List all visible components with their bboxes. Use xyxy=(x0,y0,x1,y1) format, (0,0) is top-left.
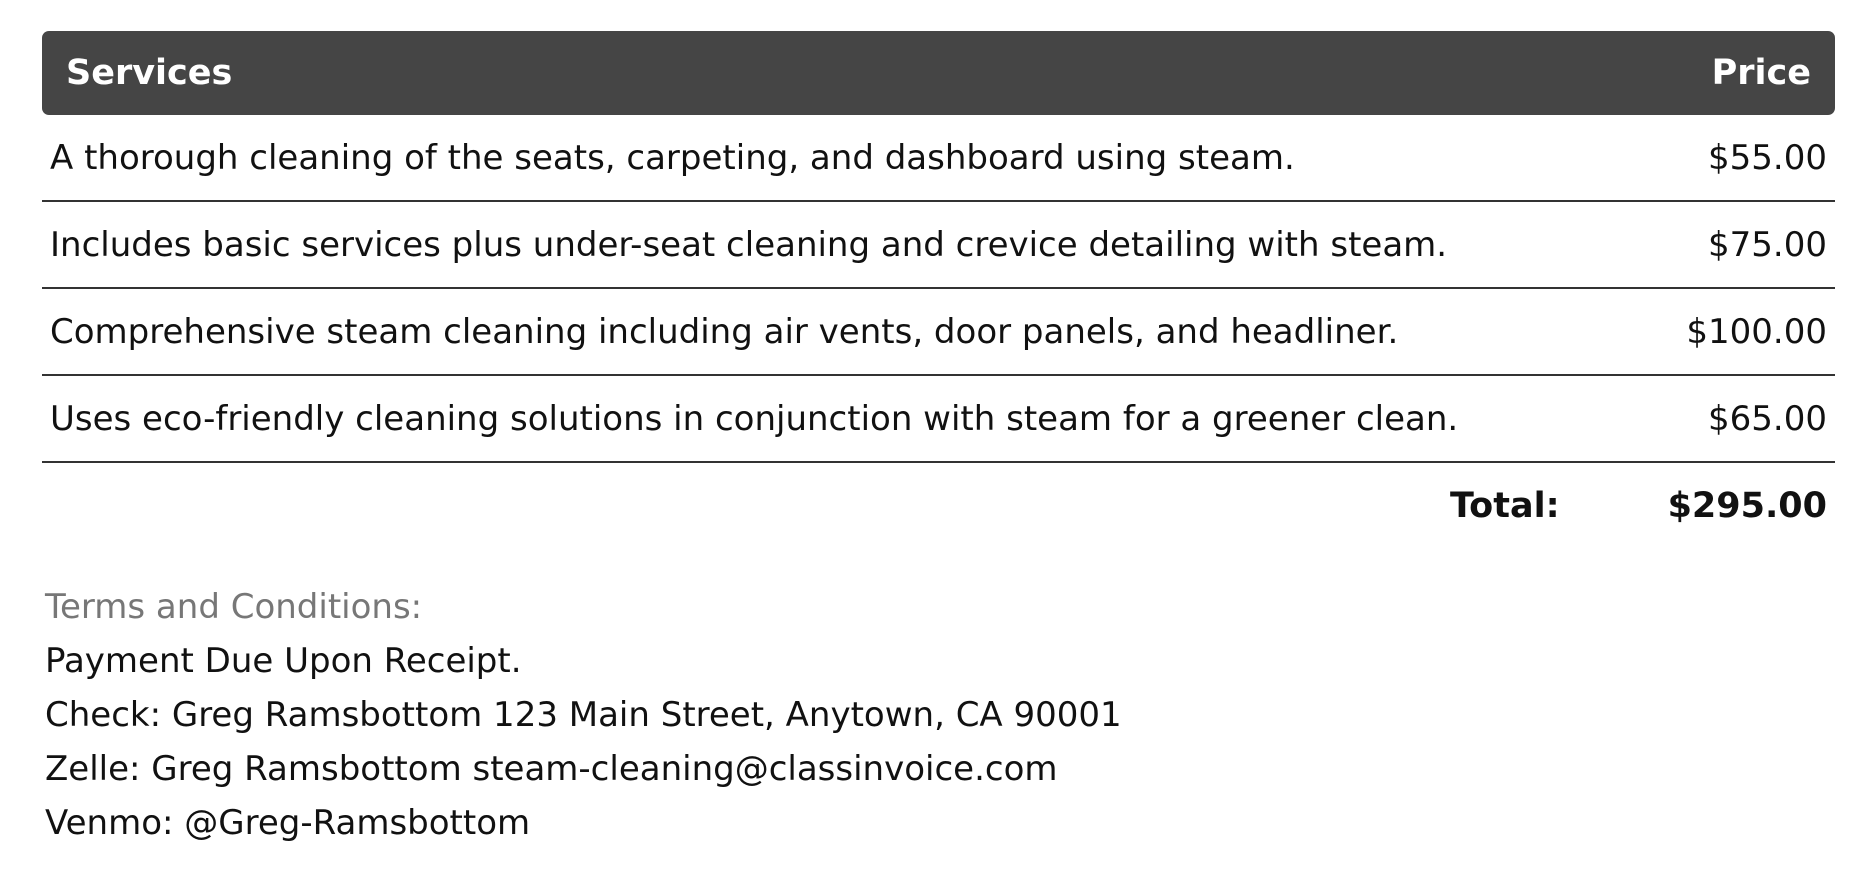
terms-payment-due: Payment Due Upon Receipt. xyxy=(45,641,522,681)
table-row xyxy=(42,115,1835,202)
terms-title: Terms and Conditions: xyxy=(45,587,423,627)
terms-check-info: Check: Greg Ramsbottom 123 Main Street, Anytown, CA 90001 xyxy=(45,695,1122,735)
service-price: $75.00 xyxy=(1708,224,1827,265)
table-row xyxy=(42,289,1835,376)
terms-section xyxy=(45,580,1122,850)
service-description: A thorough cleaning of the seats, carpeting, and dashboard using steam. xyxy=(50,137,1295,178)
service-price: $55.00 xyxy=(1708,137,1827,178)
table-row xyxy=(42,202,1835,289)
terms-zelle-info: Zelle: Greg Ramsbottom steam-cleaning@classinvoice.com xyxy=(45,749,1058,789)
service-description: Includes basic services plus under-seat cleaning and crevice detailing with steam. xyxy=(50,224,1448,265)
services-column-header: Services xyxy=(66,53,233,93)
total-row xyxy=(42,463,1835,549)
table-header xyxy=(42,31,1835,115)
total-value: $295.00 xyxy=(1667,486,1827,526)
service-price: $65.00 xyxy=(1708,398,1827,439)
service-description: Comprehensive steam cleaning including air vents, door panels, and headliner. xyxy=(50,311,1399,352)
table-row xyxy=(42,376,1835,463)
total-label: Total: xyxy=(1449,486,1560,526)
services-table xyxy=(42,31,1835,549)
service-description: Uses eco-friendly cleaning solutions in conjunction with steam for a greener clean. xyxy=(50,398,1459,439)
price-column-header: Price xyxy=(1711,53,1811,93)
service-price: $100.00 xyxy=(1686,311,1827,352)
terms-venmo-info: Venmo: @Greg-Ramsbottom xyxy=(45,803,531,843)
